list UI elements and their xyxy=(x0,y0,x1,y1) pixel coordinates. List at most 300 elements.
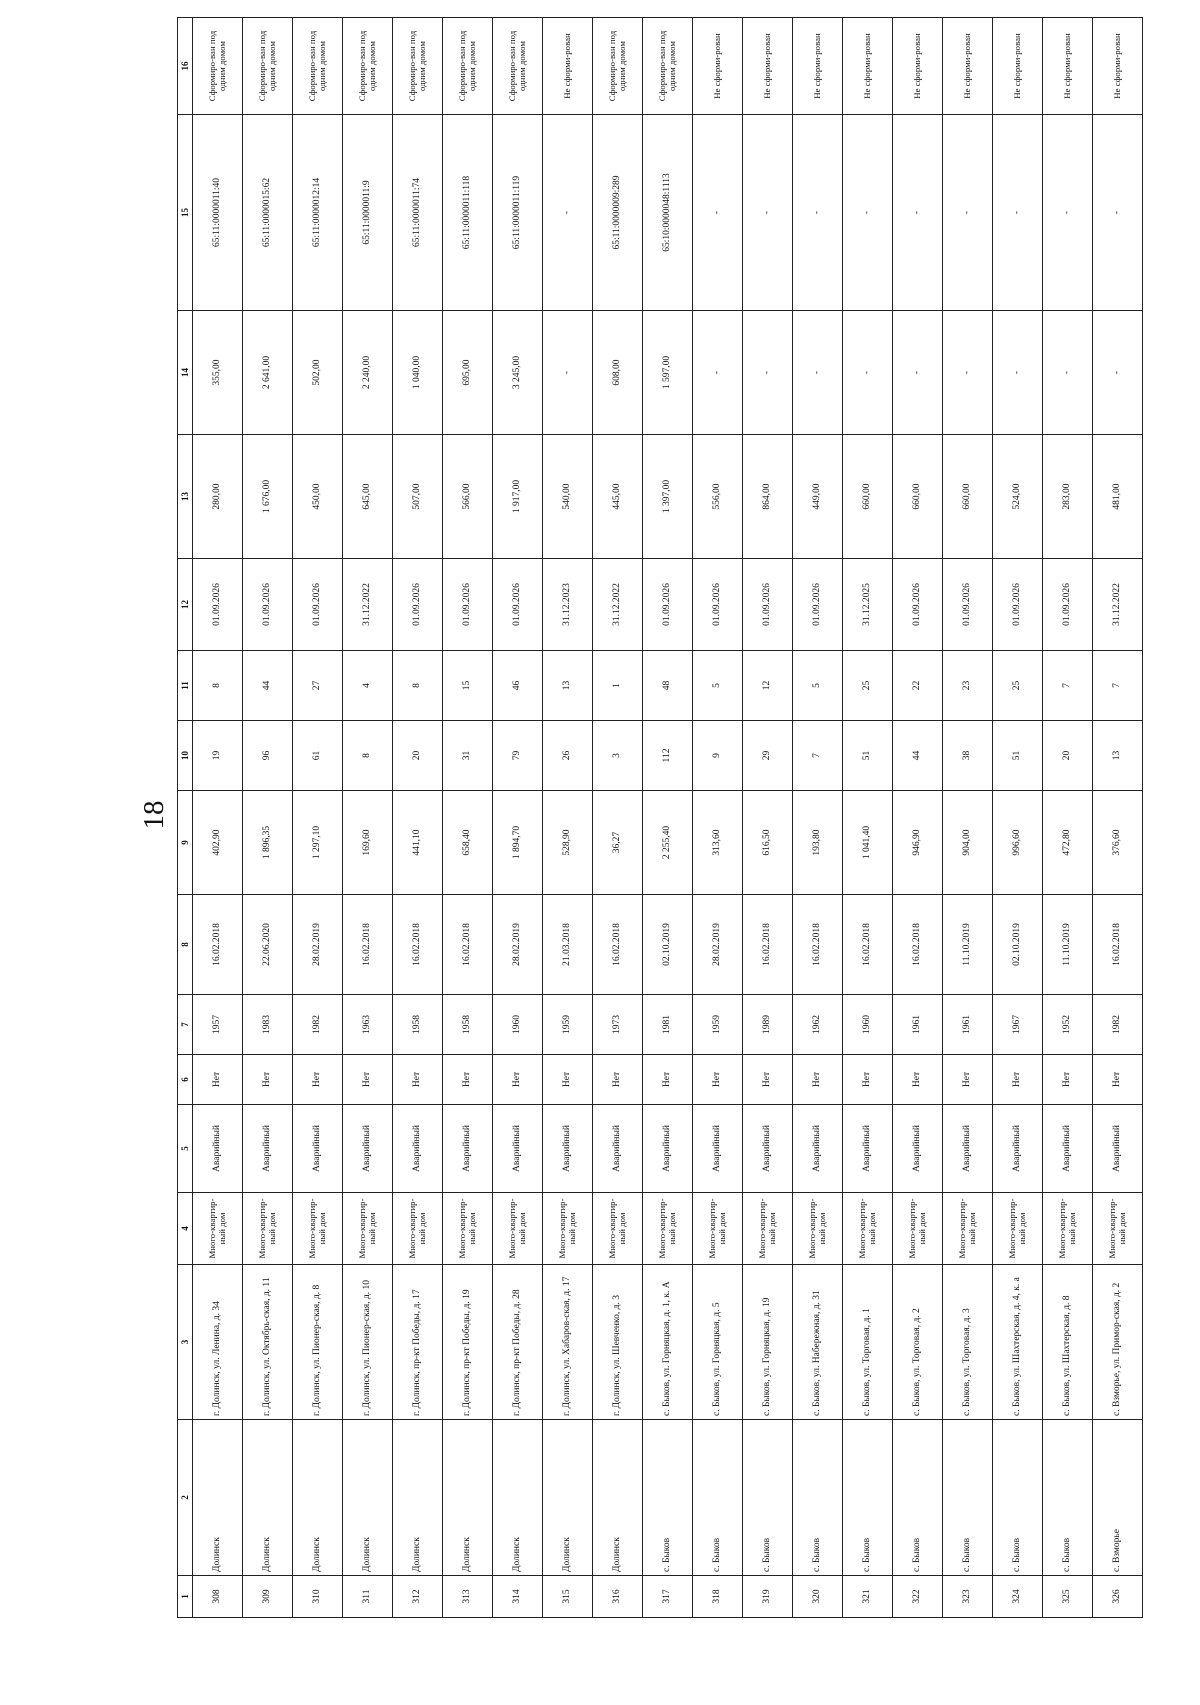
table-row xyxy=(743,18,793,1618)
land-area-cell: 1 040,00 xyxy=(393,311,443,435)
build-year-cell: 1958 xyxy=(443,995,493,1055)
area-cell: 169,60 xyxy=(343,791,393,895)
cadastral-number-cell: 65:11:0000011:40 xyxy=(193,115,243,311)
residents-cell: 3 xyxy=(593,721,643,791)
flag-cell: Нет xyxy=(893,1055,943,1105)
flag-cell: Нет xyxy=(443,1055,493,1105)
residents-cell: 79 xyxy=(493,721,543,791)
deadline-cell: 01.09.2026 xyxy=(993,559,1043,651)
land-status-cell: Не сформи-рован xyxy=(1093,18,1143,115)
recognition-date-cell: 16.02.2018 xyxy=(343,895,393,995)
recognition-date-cell: 16.02.2018 xyxy=(843,895,893,995)
build-year-cell: 1958 xyxy=(393,995,443,1055)
land-status-cell: Сформиро-ван под одним домом xyxy=(443,18,493,115)
rooms-cell: 44 xyxy=(243,651,293,721)
address-cell: г. Долинск, пр-кт Победы, д. 19 xyxy=(443,1265,493,1420)
land-status-cell: Не сформи-рован xyxy=(843,18,893,115)
area-cell: 376,60 xyxy=(1093,791,1143,895)
locality-cell: Долинск xyxy=(543,1420,593,1576)
column-number: 5 xyxy=(178,1105,193,1193)
cadastral-number-cell: 65:11:0000011:74 xyxy=(393,115,443,311)
column-number: 3 xyxy=(178,1265,193,1420)
table-row xyxy=(843,18,893,1618)
address-cell: с. Быков, ул. Шахтерская, д. 8 xyxy=(1043,1265,1093,1420)
area-cell: 402,90 xyxy=(193,791,243,895)
build-year-cell: 1967 xyxy=(993,995,1043,1055)
residents-cell: 20 xyxy=(1043,721,1093,791)
locality-cell: с. Быков xyxy=(693,1420,743,1576)
locality-cell: с. Быков xyxy=(893,1420,943,1576)
column-number: 9 xyxy=(178,791,193,895)
flag-cell: Нет xyxy=(1093,1055,1143,1105)
cadastral-number-cell: - xyxy=(543,115,593,311)
locality-cell: Долинск xyxy=(393,1420,443,1576)
cadastral-number-cell: 65:11:0000009:289 xyxy=(593,115,643,311)
build-year-cell: 1962 xyxy=(793,995,843,1055)
deadline-cell: 01.09.2026 xyxy=(293,559,343,651)
residents-cell: 26 xyxy=(543,721,593,791)
rooms-cell: 7 xyxy=(1043,651,1093,721)
area-cell: 472,80 xyxy=(1043,791,1093,895)
residents-cell: 13 xyxy=(1093,721,1143,791)
address-cell: с. Быков, ул. Торговая, д. 2 xyxy=(893,1265,943,1420)
cadastral-number-cell: 65:11:0000012:14 xyxy=(293,115,343,311)
land-area-cell: 502,00 xyxy=(293,311,343,435)
locality-cell: Долинск xyxy=(443,1420,493,1576)
table-row xyxy=(443,18,493,1618)
table-row xyxy=(243,18,293,1618)
locality-cell: Долинск xyxy=(293,1420,343,1576)
land-status-cell: Сформиро-ван под одним домом xyxy=(293,18,343,115)
deadline-cell: 01.09.2026 xyxy=(743,559,793,651)
build-year-cell: 1960 xyxy=(843,995,893,1055)
page-number: 18 xyxy=(137,800,170,830)
column-number: 12 xyxy=(178,559,193,651)
cadastral-number-cell: - xyxy=(743,115,793,311)
locality-cell: с. Быков xyxy=(843,1420,893,1576)
cadastral-number-cell: - xyxy=(843,115,893,311)
cadastral-number-cell: 65:11:0000011:119 xyxy=(493,115,543,311)
locality-cell: с. Быков xyxy=(743,1420,793,1576)
recognition-date-cell: 22.06.2020 xyxy=(243,895,293,995)
recognition-date-cell: 11.10.2019 xyxy=(943,895,993,995)
rooms-cell: 8 xyxy=(193,651,243,721)
flag-cell: Нет xyxy=(693,1055,743,1105)
building-type-cell: Много-квартир-ный дом xyxy=(443,1193,493,1265)
table-row xyxy=(993,18,1043,1618)
land-status-cell: Сформиро-ван под одним домом xyxy=(393,18,443,115)
deadline-cell: 01.09.2026 xyxy=(793,559,843,651)
rooms-cell: 22 xyxy=(893,651,943,721)
land-status-cell: Не сформи-рован xyxy=(943,18,993,115)
row-number: 312 xyxy=(393,1576,443,1618)
build-year-cell: 1961 xyxy=(943,995,993,1055)
land-status-cell: Не сформи-рован xyxy=(693,18,743,115)
area-cell: 904,00 xyxy=(943,791,993,895)
flag-cell: Нет xyxy=(393,1055,443,1105)
condition-cell: Аварийный xyxy=(1093,1105,1143,1193)
table-row xyxy=(193,18,243,1618)
column-number: 2 xyxy=(178,1420,193,1576)
land-status-cell: Не сформи-рован xyxy=(743,18,793,115)
recognition-date-cell: 16.02.2018 xyxy=(893,895,943,995)
recognition-date-cell: 16.02.2018 xyxy=(593,895,643,995)
recognition-date-cell: 28.02.2019 xyxy=(493,895,543,995)
land-area-cell: - xyxy=(743,311,793,435)
build-year-cell: 1981 xyxy=(643,995,693,1055)
building-type-cell: Много-квартир-ный дом xyxy=(1093,1193,1143,1265)
address-cell: г. Долинск, ул. Шевченко, д. 3 xyxy=(593,1265,643,1420)
condition-cell: Аварийный xyxy=(993,1105,1043,1193)
table-row xyxy=(793,18,843,1618)
cadastral-number-cell: 65:11:0000011:9 xyxy=(343,115,393,311)
flag-cell: Нет xyxy=(193,1055,243,1105)
building-type-cell: Много-квартир-ный дом xyxy=(993,1193,1043,1265)
deadline-cell: 01.09.2026 xyxy=(893,559,943,651)
column-number-row xyxy=(178,18,193,1618)
land-area-cell: - xyxy=(843,311,893,435)
flag-cell: Нет xyxy=(743,1055,793,1105)
column-number: 10 xyxy=(178,721,193,791)
land-area-cell: - xyxy=(993,311,1043,435)
living-area-cell: 556,00 xyxy=(693,435,743,559)
locality-cell: Долинск xyxy=(343,1420,393,1576)
condition-cell: Аварийный xyxy=(943,1105,993,1193)
column-number: 4 xyxy=(178,1193,193,1265)
locality-cell: Долинск xyxy=(493,1420,543,1576)
living-area-cell: 660,00 xyxy=(843,435,893,559)
building-type-cell: Много-квартир-ный дом xyxy=(193,1193,243,1265)
residents-cell: 8 xyxy=(343,721,393,791)
row-number: 316 xyxy=(593,1576,643,1618)
row-number: 308 xyxy=(193,1576,243,1618)
address-cell: с. Взморье, ул. Примор-ская, д. 2 xyxy=(1093,1265,1143,1420)
residents-cell: 9 xyxy=(693,721,743,791)
recognition-date-cell: 11.10.2019 xyxy=(1043,895,1093,995)
flag-cell: Нет xyxy=(493,1055,543,1105)
land-area-cell: - xyxy=(693,311,743,435)
recognition-date-cell: 28.02.2019 xyxy=(693,895,743,995)
cadastral-number-cell: - xyxy=(1043,115,1093,311)
recognition-date-cell: 16.02.2018 xyxy=(393,895,443,995)
area-cell: 1 297,10 xyxy=(293,791,343,895)
living-area-cell: 540,00 xyxy=(543,435,593,559)
area-cell: 2 255,40 xyxy=(643,791,693,895)
build-year-cell: 1982 xyxy=(293,995,343,1055)
column-number: 15 xyxy=(178,115,193,311)
cadastral-number-cell: - xyxy=(893,115,943,311)
rooms-cell: 25 xyxy=(993,651,1043,721)
building-type-cell: Много-квартир-ный дом xyxy=(1043,1193,1093,1265)
rotated-table-container xyxy=(177,18,1142,1618)
table-row xyxy=(893,18,943,1618)
land-status-cell: Сформиро-ван под одним домом xyxy=(493,18,543,115)
column-number: 13 xyxy=(178,435,193,559)
living-area-cell: 280,00 xyxy=(193,435,243,559)
row-number: 325 xyxy=(1043,1576,1093,1618)
land-area-cell: 3 245,00 xyxy=(493,311,543,435)
condition-cell: Аварийный xyxy=(743,1105,793,1193)
recognition-date-cell: 16.02.2018 xyxy=(443,895,493,995)
address-cell: г. Долинск, пр-кт Победы, д. 17 xyxy=(393,1265,443,1420)
living-area-cell: 566,00 xyxy=(443,435,493,559)
row-number: 314 xyxy=(493,1576,543,1618)
cadastral-number-cell: - xyxy=(1093,115,1143,311)
locality-cell: с. Взморье xyxy=(1093,1420,1143,1576)
condition-cell: Аварийный xyxy=(343,1105,393,1193)
condition-cell: Аварийный xyxy=(393,1105,443,1193)
deadline-cell: 01.09.2026 xyxy=(493,559,543,651)
build-year-cell: 1973 xyxy=(593,995,643,1055)
building-type-cell: Много-квартир-ный дом xyxy=(543,1193,593,1265)
deadline-cell: 31.12.2022 xyxy=(593,559,643,651)
living-area-cell: 481,00 xyxy=(1093,435,1143,559)
area-cell: 1 896,35 xyxy=(243,791,293,895)
row-number: 313 xyxy=(443,1576,493,1618)
condition-cell: Аварийный xyxy=(243,1105,293,1193)
land-area-cell: 608,00 xyxy=(593,311,643,435)
recognition-date-cell: 02.10.2019 xyxy=(643,895,693,995)
land-area-cell: 1 597,00 xyxy=(643,311,693,435)
column-number: 11 xyxy=(178,651,193,721)
row-number: 322 xyxy=(893,1576,943,1618)
build-year-cell: 1989 xyxy=(743,995,793,1055)
area-cell: 616,50 xyxy=(743,791,793,895)
deadline-cell: 31.12.2025 xyxy=(843,559,893,651)
rooms-cell: 12 xyxy=(743,651,793,721)
building-type-cell: Много-квартир-ный дом xyxy=(293,1193,343,1265)
address-cell: с. Быков, ул. Горняцкая, д. 19 xyxy=(743,1265,793,1420)
column-number: 14 xyxy=(178,311,193,435)
table-row xyxy=(493,18,543,1618)
land-area-cell: 355,00 xyxy=(193,311,243,435)
condition-cell: Аварийный xyxy=(593,1105,643,1193)
cadastral-number-cell: 65:10:0000048:1113 xyxy=(643,115,693,311)
land-area-cell: - xyxy=(793,311,843,435)
row-number: 318 xyxy=(693,1576,743,1618)
rooms-cell: 46 xyxy=(493,651,543,721)
recognition-date-cell: 16.02.2018 xyxy=(743,895,793,995)
row-number: 311 xyxy=(343,1576,393,1618)
land-status-cell: Не сформи-рован xyxy=(543,18,593,115)
deadline-cell: 01.09.2026 xyxy=(193,559,243,651)
living-area-cell: 1 397,00 xyxy=(643,435,693,559)
deadline-cell: 01.09.2026 xyxy=(443,559,493,651)
residents-cell: 38 xyxy=(943,721,993,791)
condition-cell: Аварийный xyxy=(1043,1105,1093,1193)
address-cell: с. Быков, ул. Горняцкая, д. 5 xyxy=(693,1265,743,1420)
living-area-cell: 445,00 xyxy=(593,435,643,559)
cadastral-number-cell: - xyxy=(693,115,743,311)
locality-cell: с. Быков xyxy=(943,1420,993,1576)
living-area-cell: 507,00 xyxy=(393,435,443,559)
area-cell: 441,10 xyxy=(393,791,443,895)
land-area-cell: - xyxy=(1093,311,1143,435)
living-area-cell: 283,00 xyxy=(1043,435,1093,559)
column-number: 8 xyxy=(178,895,193,995)
build-year-cell: 1961 xyxy=(893,995,943,1055)
living-area-cell: 660,00 xyxy=(943,435,993,559)
area-cell: 996,60 xyxy=(993,791,1043,895)
flag-cell: Нет xyxy=(793,1055,843,1105)
rooms-cell: 8 xyxy=(393,651,443,721)
build-year-cell: 1983 xyxy=(243,995,293,1055)
rooms-cell: 25 xyxy=(843,651,893,721)
residents-cell: 61 xyxy=(293,721,343,791)
area-cell: 528,90 xyxy=(543,791,593,895)
residents-cell: 44 xyxy=(893,721,943,791)
deadline-cell: 31.12.2022 xyxy=(343,559,393,651)
row-number: 326 xyxy=(1093,1576,1143,1618)
rooms-cell: 23 xyxy=(943,651,993,721)
land-area-cell: - xyxy=(1043,311,1093,435)
column-number: 1 xyxy=(178,1576,193,1618)
rooms-cell: 27 xyxy=(293,651,343,721)
table-row xyxy=(543,18,593,1618)
living-area-cell: 524,00 xyxy=(993,435,1043,559)
deadline-cell: 01.09.2026 xyxy=(393,559,443,651)
address-cell: с. Быков, ул. Торговая, д. 1 xyxy=(843,1265,893,1420)
column-number: 16 xyxy=(178,18,193,115)
column-number: 6 xyxy=(178,1055,193,1105)
living-area-cell: 1 917,00 xyxy=(493,435,543,559)
flag-cell: Нет xyxy=(593,1055,643,1105)
flag-cell: Нет xyxy=(943,1055,993,1105)
residents-cell: 31 xyxy=(443,721,493,791)
address-cell: с. Быков, ул. Набережная, д. 31 xyxy=(793,1265,843,1420)
row-number: 315 xyxy=(543,1576,593,1618)
recognition-date-cell: 16.02.2018 xyxy=(1093,895,1143,995)
rooms-cell: 13 xyxy=(543,651,593,721)
row-number: 323 xyxy=(943,1576,993,1618)
row-number: 309 xyxy=(243,1576,293,1618)
land-status-cell: Не сформи-рован xyxy=(893,18,943,115)
flag-cell: Нет xyxy=(243,1055,293,1105)
cadastral-number-cell: - xyxy=(793,115,843,311)
building-type-cell: Много-квартир-ный дом xyxy=(693,1193,743,1265)
deadline-cell: 31.12.2022 xyxy=(1093,559,1143,651)
address-cell: г. Долинск, ул. Хабаров-ская, д. 17 xyxy=(543,1265,593,1420)
building-type-cell: Много-квартир-ный дом xyxy=(643,1193,693,1265)
table-row xyxy=(593,18,643,1618)
building-type-cell: Много-квартир-ный дом xyxy=(393,1193,443,1265)
rooms-cell: 1 xyxy=(593,651,643,721)
rooms-cell: 5 xyxy=(693,651,743,721)
deadline-cell: 01.09.2026 xyxy=(243,559,293,651)
locality-cell: с. Быков xyxy=(643,1420,693,1576)
housing-table xyxy=(177,17,1143,1618)
residents-cell: 19 xyxy=(193,721,243,791)
locality-cell: с. Быков xyxy=(993,1420,1043,1576)
build-year-cell: 1959 xyxy=(543,995,593,1055)
rooms-cell: 48 xyxy=(643,651,693,721)
building-type-cell: Много-квартир-ный дом xyxy=(493,1193,543,1265)
rooms-cell: 7 xyxy=(1093,651,1143,721)
address-cell: г. Долинск, ул. Пионер-ская, д. 10 xyxy=(343,1265,393,1420)
row-number: 324 xyxy=(993,1576,1043,1618)
building-type-cell: Много-квартир-ный дом xyxy=(893,1193,943,1265)
flag-cell: Нет xyxy=(843,1055,893,1105)
table-row xyxy=(693,18,743,1618)
rooms-cell: 15 xyxy=(443,651,493,721)
address-cell: г. Долинск, ул. Ленина, д. 34 xyxy=(193,1265,243,1420)
table-row xyxy=(1093,18,1143,1618)
area-cell: 946,90 xyxy=(893,791,943,895)
address-cell: г. Долинск, ул. Октябрь-ская, д. 11 xyxy=(243,1265,293,1420)
condition-cell: Аварийный xyxy=(843,1105,893,1193)
area-cell: 1 894,70 xyxy=(493,791,543,895)
area-cell: 36,27 xyxy=(593,791,643,895)
table-row xyxy=(643,18,693,1618)
recognition-date-cell: 28.02.2019 xyxy=(293,895,343,995)
condition-cell: Аварийный xyxy=(793,1105,843,1193)
flag-cell: Нет xyxy=(543,1055,593,1105)
land-status-cell: Не сформи-рован xyxy=(793,18,843,115)
locality-cell: с. Быков xyxy=(793,1420,843,1576)
rooms-cell: 4 xyxy=(343,651,393,721)
rooms-cell: 5 xyxy=(793,651,843,721)
residents-cell: 29 xyxy=(743,721,793,791)
row-number: 319 xyxy=(743,1576,793,1618)
land-status-cell: Сформиро-ван под одним домом xyxy=(193,18,243,115)
condition-cell: Аварийный xyxy=(693,1105,743,1193)
row-number: 321 xyxy=(843,1576,893,1618)
address-cell: с. Быков, ул. Горняцкая, д. 1, к. А xyxy=(643,1265,693,1420)
recognition-date-cell: 21.03.2018 xyxy=(543,895,593,995)
building-type-cell: Много-квартир-ный дом xyxy=(843,1193,893,1265)
table-row xyxy=(943,18,993,1618)
flag-cell: Нет xyxy=(293,1055,343,1105)
deadline-cell: 01.09.2026 xyxy=(943,559,993,651)
condition-cell: Аварийный xyxy=(293,1105,343,1193)
area-cell: 1 041,40 xyxy=(843,791,893,895)
locality-cell: Долинск xyxy=(593,1420,643,1576)
land-area-cell: 695,00 xyxy=(443,311,493,435)
build-year-cell: 1963 xyxy=(343,995,393,1055)
land-status-cell: Не сформи-рован xyxy=(1043,18,1093,115)
build-year-cell: 1957 xyxy=(193,995,243,1055)
living-area-cell: 645,00 xyxy=(343,435,393,559)
cadastral-number-cell: - xyxy=(993,115,1043,311)
building-type-cell: Много-квартир-ный дом xyxy=(593,1193,643,1265)
recognition-date-cell: 16.02.2018 xyxy=(793,895,843,995)
building-type-cell: Много-квартир-ный дом xyxy=(943,1193,993,1265)
address-cell: г. Долинск, ул. Пионер-ская, д. 8 xyxy=(293,1265,343,1420)
flag-cell: Нет xyxy=(1043,1055,1093,1105)
flag-cell: Нет xyxy=(343,1055,393,1105)
recognition-date-cell: 02.10.2019 xyxy=(993,895,1043,995)
living-area-cell: 864,00 xyxy=(743,435,793,559)
deadline-cell: 01.09.2026 xyxy=(643,559,693,651)
locality-cell: Долинск xyxy=(243,1420,293,1576)
table-row xyxy=(393,18,443,1618)
column-number: 7 xyxy=(178,995,193,1055)
condition-cell: Аварийный xyxy=(543,1105,593,1193)
residents-cell: 20 xyxy=(393,721,443,791)
condition-cell: Аварийный xyxy=(493,1105,543,1193)
area-cell: 193,80 xyxy=(793,791,843,895)
address-cell: с. Быков, ул. Торговая, д. 3 xyxy=(943,1265,993,1420)
row-number: 317 xyxy=(643,1576,693,1618)
residents-cell: 96 xyxy=(243,721,293,791)
residents-cell: 51 xyxy=(843,721,893,791)
land-status-cell: Сформиро-ван под одним домом xyxy=(643,18,693,115)
condition-cell: Аварийный xyxy=(643,1105,693,1193)
living-area-cell: 660,00 xyxy=(893,435,943,559)
living-area-cell: 1 676,00 xyxy=(243,435,293,559)
residents-cell: 112 xyxy=(643,721,693,791)
flag-cell: Нет xyxy=(643,1055,693,1105)
